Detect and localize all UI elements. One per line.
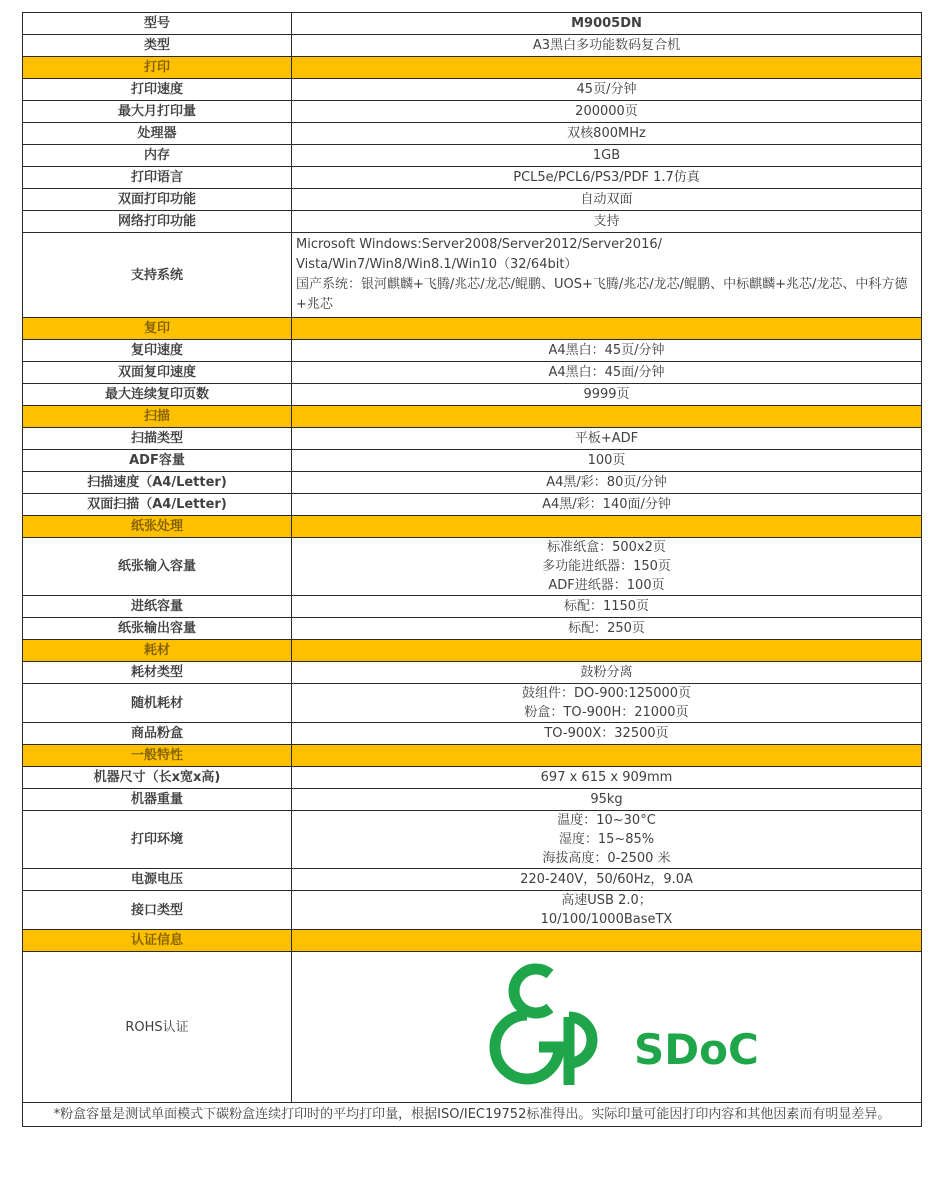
section-title: 一般特性 [23,745,292,767]
spec-value [292,789,922,811]
spec-value-line: 标准纸盒：500x2页 [547,540,666,555]
spec-value-line: TO-900X：32500页 [544,726,669,741]
spec-label: 支持系统 [23,233,292,318]
spec-table [22,12,922,1127]
spec-value-line: 双核800MHz [567,126,646,141]
spec-value-line: A4黑/彩：140面/分钟 [542,497,671,512]
spec-value [292,811,922,869]
spec-value-line: 自动双面 [580,192,633,207]
spec-row [23,340,922,362]
spec-value-line: 100页 [587,453,626,468]
certification-logo-cell [292,952,922,1103]
spec-row [23,384,922,406]
footnote: *粉盒容量是测试单面模式下碳粉盒连续打印时的平均打印量，根据ISO/IEC19752标准得出。实际印量可能因打印内容和其他因素而有明显差异。 [23,1103,922,1127]
spec-value [292,428,922,450]
spec-value [292,233,922,318]
spec-row [23,538,922,596]
spec-value [292,79,922,101]
spec-label: 复印速度 [23,340,292,362]
section-title: 复印 [23,318,292,340]
spec-value [292,211,922,233]
spec-value-line: 697 x 615 x 909mm [540,770,673,785]
spec-row [23,662,922,684]
spec-value-line: 多功能进纸器：150页 [542,559,671,574]
sdoc-logo-text: SDoC [633,1025,759,1074]
spec-value-line: A4黑白：45面/分钟 [548,365,665,380]
spec-value [292,101,922,123]
spec-value [292,618,922,640]
spec-value-line: PCL5e/PCL6/PS3/PDF 1.7仿真 [513,170,700,185]
spec-row [23,167,922,189]
header-row [23,13,922,35]
spec-row [23,428,922,450]
spec-value [292,145,922,167]
spec-value-line: 95kg [590,792,623,807]
section-header-row [23,318,922,340]
certification-label: ROHS认证 [23,952,292,1103]
footnote-row [23,1103,922,1127]
spec-value-line: 220-240V，50/60Hz，9.0A [520,872,693,887]
spec-label: 类型 [23,35,292,57]
spec-value-line: 海拔高度：0-2500 米 [542,851,671,866]
spec-value-line: 温度：10~30°C [557,813,656,828]
model-label: 型号 [23,13,292,35]
spec-row [23,494,922,516]
spec-row [23,618,922,640]
spec-row [23,123,922,145]
section-filler [292,318,922,340]
spec-value [292,684,922,723]
spec-row [23,189,922,211]
spec-label: 机器重量 [23,789,292,811]
spec-value-line: 支持 [593,214,620,229]
spec-label: 打印速度 [23,79,292,101]
spec-label: 网络打印功能 [23,211,292,233]
spec-row [23,145,922,167]
section-title: 耗材 [23,640,292,662]
spec-value [292,362,922,384]
spec-label: 随机耗材 [23,684,292,723]
spec-label: 最大月打印量 [23,101,292,123]
spec-value-line: 高速USB 2.0； [561,893,652,908]
spec-value-line: 45页/分钟 [576,82,637,97]
spec-row [23,35,922,57]
spec-value-line: Vista/Win7/Win8/Win8.1/Win10（32/64bit） [296,257,578,272]
spec-row [23,211,922,233]
spec-row [23,767,922,789]
spec-value-line: 粉盒：TO-900H：21000页 [524,705,689,720]
spec-value-line: 鼓组件：DO-900:125000页 [521,686,692,701]
section-header-row [23,516,922,538]
spec-row [23,233,922,318]
section-title: 认证信息 [23,930,292,952]
spec-value-line: Microsoft Windows:Server2008/Server2012/Server2016/ [296,237,662,252]
spec-label: 接口类型 [23,891,292,930]
spec-value-line: 标配：250页 [568,621,645,636]
section-filler [292,57,922,79]
spec-row [23,450,922,472]
spec-row [23,789,922,811]
spec-label: 内存 [23,145,292,167]
spec-row [23,684,922,723]
spec-label: 电源电压 [23,869,292,891]
spec-label: 纸张输入容量 [23,538,292,596]
spec-value-line: ADF进纸器：100页 [548,578,665,593]
spec-row [23,472,922,494]
spec-label: 进纸容量 [23,596,292,618]
spec-value [292,596,922,618]
certification-row [23,952,922,1103]
spec-value [292,340,922,362]
spec-row [23,869,922,891]
spec-label: 扫描速度（A4/Letter) [23,472,292,494]
model-value: M9005DN [292,13,922,35]
spec-label: 商品粉盒 [23,723,292,745]
spec-label: 最大连续复印页数 [23,384,292,406]
spec-row [23,101,922,123]
spec-label: 机器尺寸（长x宽x高) [23,767,292,789]
spec-value-line: 平板+ADF [574,431,639,446]
section-title: 打印 [23,57,292,79]
spec-value [292,450,922,472]
section-filler [292,930,922,952]
section-header-row [23,745,922,767]
spec-value-line: 1GB [592,148,621,163]
section-header-row [23,57,922,79]
spec-row [23,891,922,930]
spec-label: 打印环境 [23,811,292,869]
spec-row [23,596,922,618]
spec-row [23,79,922,101]
spec-value-line: 鼓粉分离 [580,665,633,680]
spec-value [292,167,922,189]
spec-value [292,35,922,57]
spec-value-line: A4黑/彩：80页/分钟 [546,475,667,490]
spec-label: 双面扫描（A4/Letter) [23,494,292,516]
section-title: 扫描 [23,406,292,428]
section-filler [292,516,922,538]
spec-value-line: A4黑白：45页/分钟 [548,343,665,358]
spec-value-line: 湿度：15~85% [558,832,655,847]
spec-value [292,723,922,745]
spec-label: 双面复印速度 [23,362,292,384]
spec-value-line: 9999页 [583,387,630,402]
spec-value [292,189,922,211]
spec-value [292,494,922,516]
section-filler [292,745,922,767]
spec-row [23,362,922,384]
spec-value [292,472,922,494]
section-title: 纸张处理 [23,516,292,538]
spec-label: 扫描类型 [23,428,292,450]
spec-row [23,811,922,869]
spec-value [292,538,922,596]
section-filler [292,640,922,662]
spec-value-line: 国产系统：银河麒麟+飞腾/兆芯/龙芯/鲲鹏、UOS+飞腾/兆芯/龙芯/鲲鹏、中标麒麟+兆芯/龙芯、中科方德+兆芯 [296,277,908,312]
spec-value [292,891,922,930]
section-header-row [23,930,922,952]
spec-label: 双面打印功能 [23,189,292,211]
spec-label: 纸张输出容量 [23,618,292,640]
spec-value-line: A3黑白多功能数码复合机 [532,38,681,53]
spec-label: ADF容量 [23,450,292,472]
spec-value-line: 200000页 [575,104,638,119]
spec-value-line: 标配：1150页 [563,599,650,614]
section-header-row [23,640,922,662]
cgp-sdoc-logo-icon [477,957,759,1097]
spec-value-line: 10/100/1000BaseTX [540,912,673,927]
spec-value [292,384,922,406]
spec-value [292,662,922,684]
spec-label: 耗材类型 [23,662,292,684]
spec-row [23,723,922,745]
section-filler [292,406,922,428]
spec-value [292,869,922,891]
spec-label: 处理器 [23,123,292,145]
section-header-row [23,406,922,428]
spec-value [292,767,922,789]
spec-value [292,123,922,145]
spec-label: 打印语言 [23,167,292,189]
